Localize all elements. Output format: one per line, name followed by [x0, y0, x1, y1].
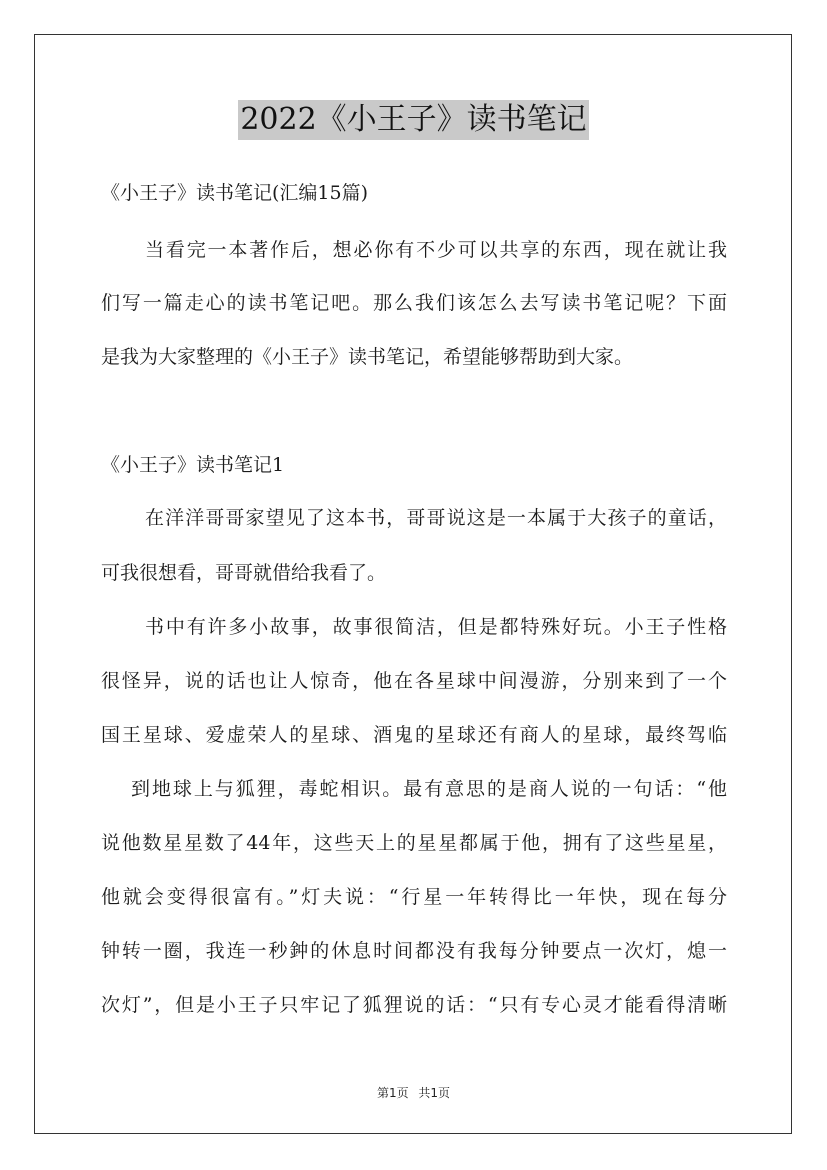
body-line-10: 次灯”，但是小王子只牢记了狐狸说的话：“只有专心灵才能看得清晰: [101, 994, 727, 1016]
body-line-7: 说他数星星数了44年，这些天上的星星都属于他，拥有了这些星星，: [101, 832, 727, 854]
document-title: 2022《小王子》读书笔记: [238, 100, 588, 140]
page-number-current: 第1页: [376, 1086, 409, 1100]
document-subtitle: 《小王子》读书笔记(汇编15篇): [101, 182, 369, 204]
intro-line-3: 是我为大家整理的《小王子》读书笔记，希望能够帮助到大家。: [101, 346, 634, 368]
body-line-8: 他就会变得很富有。”灯夫说：“行星一年转得比一年快，现在每分: [101, 886, 727, 908]
body-line-6: 到地球上与狐狸，毒蛇相识。最有意思的是商人说的一句话：“他: [131, 778, 727, 800]
page-number-total: 共1页: [418, 1086, 451, 1100]
body-line-4: 很怪异，说的话也让人惊奇，他在各星球中间漫游，分别来到了一个: [101, 670, 727, 692]
section-heading: 《小王子》读书笔记1: [101, 454, 285, 476]
body-line-1: 在洋洋哥哥家望见了这本书，哥哥说这是一本属于大孩子的童话，: [145, 507, 727, 529]
intro-line-2: 们写一篇走心的读书笔记吧。那么我们该怎么去写读书笔记呢？下面: [101, 292, 727, 314]
body-line-5: 国王星球、爱虚荣人的星球、酒鬼的星球还有商人的星球，最终驾临: [101, 724, 727, 746]
intro-line-1: 当看完一本著作后，想必你有不少可以共享的东西，现在就让我: [145, 239, 727, 261]
body-line-2: 可我很想看，哥哥就借给我看了。: [101, 562, 387, 584]
body-line-3: 书中有许多小故事，故事很简洁，但是都特殊好玩。小王子性格: [145, 616, 727, 638]
body-line-9: 钟转一圈，我连一秒鈡的休息时间都没有我每分钟要点一次灯，熄一: [101, 940, 727, 962]
document-title-wrap: [0, 100, 827, 140]
page-footer: [0, 1084, 827, 1101]
